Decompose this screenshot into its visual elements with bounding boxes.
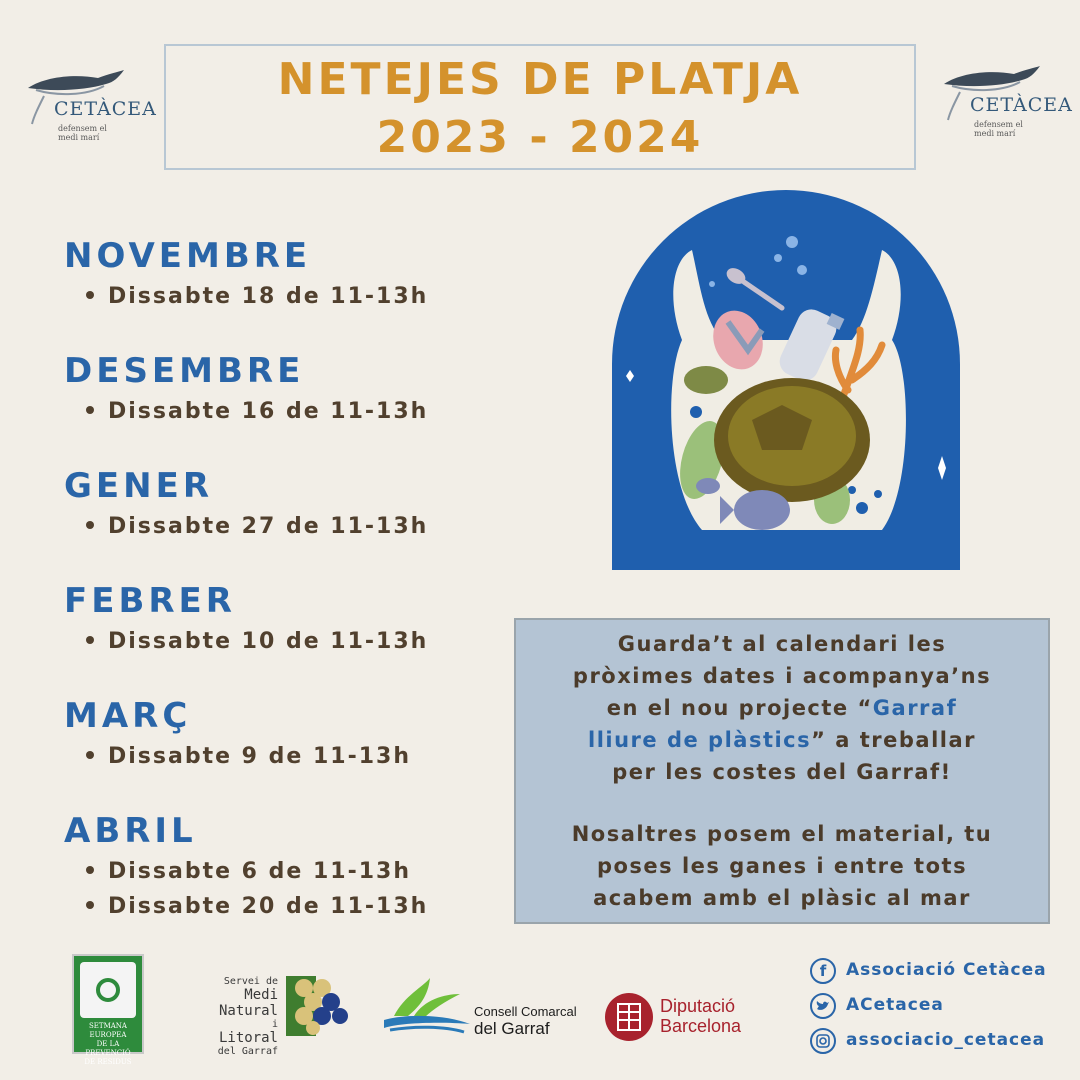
page-subtitle-years: 2023 - 2024 xyxy=(376,112,704,163)
date-item xyxy=(86,399,428,424)
info-text: pròximes dates i acompanya’ns xyxy=(572,664,992,688)
diputacio-text xyxy=(660,996,741,1036)
bullet-icon xyxy=(86,291,94,299)
serp-text: SETMANA EUROPEA xyxy=(89,1022,127,1039)
info-text: Nosaltres posem el material, tu xyxy=(571,822,993,846)
logo-tagline: defensem el medi marí xyxy=(58,124,107,142)
page-title: NETEJES DE PLATJA xyxy=(277,54,803,105)
date-text: Dissabte 6 de 11-13h xyxy=(108,859,412,884)
diputacio-text-line: Barcelona xyxy=(660,1016,742,1036)
facebook-icon: f xyxy=(810,958,836,984)
project-name-highlight: Garraf xyxy=(872,696,958,720)
medi-text: i xyxy=(271,1019,278,1030)
logo-name: CETÀCEA xyxy=(54,98,157,120)
turtle-plastic-bag-illustration xyxy=(612,190,960,570)
date-text: Dissabte 16 de 11-13h xyxy=(108,399,429,424)
month-novembre: NOVEMBRE xyxy=(64,236,312,276)
consell-comarcal-text xyxy=(474,1004,577,1039)
date-text: Dissabte 18 de 11-13h xyxy=(108,284,429,309)
medi-text: del Garraf xyxy=(217,1046,278,1057)
instagram-icon xyxy=(810,1028,836,1054)
grapes-icon xyxy=(286,976,350,1036)
info-text: poses les ganes i entre tots xyxy=(596,854,968,878)
recycle-hand-icon xyxy=(80,962,136,1018)
logo-tagline: defensem el medi marí xyxy=(974,120,1023,138)
consell-text: del Garraf xyxy=(474,1019,550,1038)
date-text: Dissabte 9 de 11-13h xyxy=(108,744,412,769)
medi-text: Servei de xyxy=(223,976,278,987)
month-marc: MARÇ xyxy=(64,696,192,736)
medi-natural-logo-text xyxy=(178,976,278,1057)
month-febrer: FEBRER xyxy=(64,581,236,621)
date-item xyxy=(86,514,428,539)
month-gener: GENER xyxy=(64,466,213,506)
info-text: Guarda’t al calendari les xyxy=(617,632,947,656)
date-text: Dissabte 20 de 11-13h xyxy=(108,894,429,919)
info-text xyxy=(516,728,1048,752)
cetacea-logo-left xyxy=(26,66,157,146)
bullet-icon xyxy=(86,866,94,874)
medi-text: Litoral xyxy=(218,1030,278,1046)
social-handle: ACetacea xyxy=(846,995,944,1015)
consell-text: Consell Comarcal xyxy=(474,1004,577,1019)
date-item xyxy=(86,744,411,769)
info-text-part: ” a treballar xyxy=(811,728,976,752)
date-text: Dissabte 10 de 11-13h xyxy=(108,629,429,654)
bullet-icon xyxy=(86,636,94,644)
medi-text: Medi Natural xyxy=(218,987,278,1019)
serp-text: DE RESIDUS xyxy=(84,1058,132,1066)
bullet-icon xyxy=(86,521,94,529)
twitter-icon xyxy=(810,993,836,1019)
date-item xyxy=(86,894,428,919)
diputacio-emblem-icon xyxy=(604,992,654,1042)
social-handle: associacio_cetacea xyxy=(846,1030,1046,1050)
bullet-icon xyxy=(86,406,94,414)
project-name-highlight: lliure de plàstics xyxy=(588,728,812,752)
cetacea-logo-right xyxy=(942,62,1073,142)
diputacio-text-line: Diputació xyxy=(660,996,736,1016)
info-text: per les costes del Garraf! xyxy=(612,760,952,784)
logo-name: CETÀCEA xyxy=(970,94,1073,116)
info-text: acabem amb el plàsic al mar xyxy=(593,886,971,910)
consell-garraf-icon xyxy=(384,976,470,1036)
date-text: Dissabte 27 de 11-13h xyxy=(108,514,429,539)
bullet-icon xyxy=(86,901,94,909)
serp-text: DE LA PREVENCIÓ xyxy=(85,1040,131,1057)
info-box xyxy=(514,618,1050,924)
serp-logo xyxy=(72,954,144,1066)
date-item xyxy=(86,629,428,654)
info-text xyxy=(516,696,1048,720)
info-text-part: en el nou projecte “ xyxy=(606,696,873,720)
month-desembre: DESEMBRE xyxy=(64,351,305,391)
date-item xyxy=(86,859,411,884)
social-handle: Associació Cetàcea xyxy=(846,960,1047,980)
month-abril: ABRIL xyxy=(64,811,197,851)
date-item xyxy=(86,284,428,309)
bullet-icon xyxy=(86,751,94,759)
title-box xyxy=(164,44,916,170)
